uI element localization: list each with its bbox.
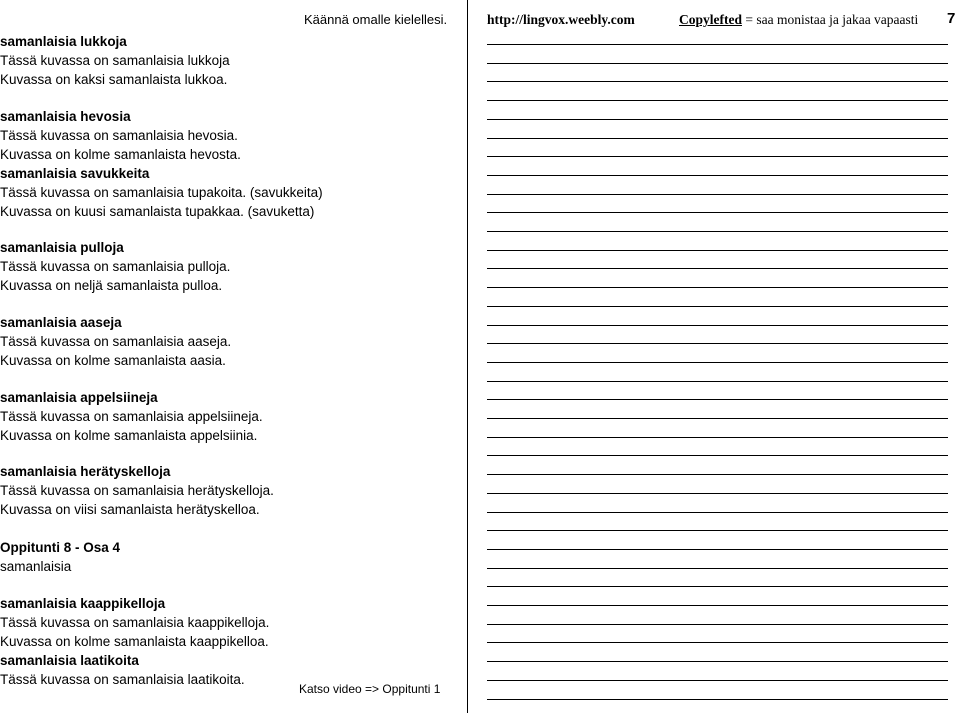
translate-note: Käännä omalle kielellesi.: [304, 12, 448, 27]
writing-line: [487, 44, 948, 45]
site-url[interactable]: http://lingvox.weebly.com: [487, 12, 635, 27]
writing-line: [487, 212, 948, 213]
writing-line: [487, 512, 948, 513]
vocab-heading: samanlaisia savukkeita: [0, 166, 150, 181]
writing-line: [487, 325, 948, 326]
vocab-sentence: Tässä kuvassa on samanlaisia lukkoja: [0, 53, 230, 68]
writing-line: [487, 455, 948, 456]
writing-line: [487, 81, 948, 82]
vocab-heading: samanlaisia herätyskelloja: [0, 464, 171, 479]
vocab-sentence: Tässä kuvassa on samanlaisia tupakoita. (savukkeita): [0, 185, 323, 200]
writing-line: [487, 530, 948, 531]
writing-line: [487, 194, 948, 195]
writing-line: [487, 624, 948, 625]
writing-line: [487, 231, 948, 232]
vocab-heading: Oppitunti 8 - Osa 4: [0, 540, 121, 555]
vocab-sentence: Kuvassa on kolme samanlaista kaappikelloa.: [0, 634, 269, 649]
writing-line: [487, 399, 948, 400]
vocab-sentence: Kuvassa on neljä samanlaista pulloa.: [0, 278, 223, 293]
vocab-heading: samanlaisia appelsiineja: [0, 390, 158, 405]
vocab-sentence: Kuvassa on kolme samanlaista appelsiinia.: [0, 428, 258, 443]
writing-line: [487, 362, 948, 363]
vocab-sentence: Tässä kuvassa on samanlaisia herätyskelloja.: [0, 483, 274, 498]
writing-line: [487, 138, 948, 139]
vocab-sentence: Tässä kuvassa on samanlaisia aaseja.: [0, 334, 232, 349]
writing-line: [487, 699, 948, 700]
writing-line: [487, 605, 948, 606]
copyleft-text: = saa monistaa ja jakaa vapaasti: [742, 12, 919, 27]
vocab-sentence: samanlaisia: [0, 559, 72, 574]
writing-line: [487, 642, 948, 643]
writing-column: [468, 0, 959, 713]
writing-line: [487, 250, 948, 251]
writing-line: [487, 63, 948, 64]
vocab-heading: samanlaisia kaappikelloja: [0, 596, 166, 611]
writing-line: [487, 661, 948, 662]
vocab-sentence: Tässä kuvassa on samanlaisia kaappikelloja.: [0, 615, 270, 630]
writing-line: [487, 381, 948, 382]
writing-line: [487, 306, 948, 307]
vocab-heading: samanlaisia lukkoja: [0, 34, 127, 49]
vocab-sentence: Kuvassa on kolme samanlaista hevosta.: [0, 147, 241, 162]
vocab-sentence: Tässä kuvassa on samanlaisia appelsiineja.: [0, 409, 263, 424]
writing-line: [487, 287, 948, 288]
vocab-sentence: Kuvassa on viisi samanlaista herätyskelloa.: [0, 502, 260, 517]
writing-line: [487, 549, 948, 550]
writing-line: [487, 680, 948, 681]
text-column: [0, 0, 467, 713]
vocab-sentence: Kuvassa on kolme samanlaista aasia.: [0, 353, 226, 368]
vocab-sentence: Kuvassa on kaksi samanlaista lukkoa.: [0, 72, 228, 87]
copyleft-word: Copylefted: [679, 12, 742, 27]
vocab-sentence: Kuvassa on kuusi samanlaista tupakkaa. (savuketta): [0, 204, 315, 219]
writing-line: [487, 268, 948, 269]
vocab-heading: samanlaisia pulloja: [0, 240, 124, 255]
vocab-heading: samanlaisia laatikoita: [0, 653, 139, 668]
writing-line: [487, 100, 948, 101]
page-number: 7: [947, 10, 956, 27]
writing-line: [487, 474, 948, 475]
writing-line: [487, 493, 948, 494]
video-link[interactable]: Katso video => Oppitunti 1: [299, 682, 441, 696]
writing-line: [487, 586, 948, 587]
writing-line: [487, 568, 948, 569]
writing-line: [487, 175, 948, 176]
vocab-sentence: Tässä kuvassa on samanlaisia pulloja.: [0, 259, 231, 274]
writing-line: [487, 437, 948, 438]
copyleft-notice: [679, 12, 918, 28]
writing-line: [487, 343, 948, 344]
vocab-heading: samanlaisia hevosia: [0, 109, 131, 124]
writing-line: [487, 156, 948, 157]
writing-line: [487, 119, 948, 120]
vocab-sentence: Tässä kuvassa on samanlaisia laatikoita.: [0, 672, 245, 687]
writing-line: [487, 418, 948, 419]
vocab-heading: samanlaisia aaseja: [0, 315, 122, 330]
vocab-sentence: Tässä kuvassa on samanlaisia hevosia.: [0, 128, 238, 143]
